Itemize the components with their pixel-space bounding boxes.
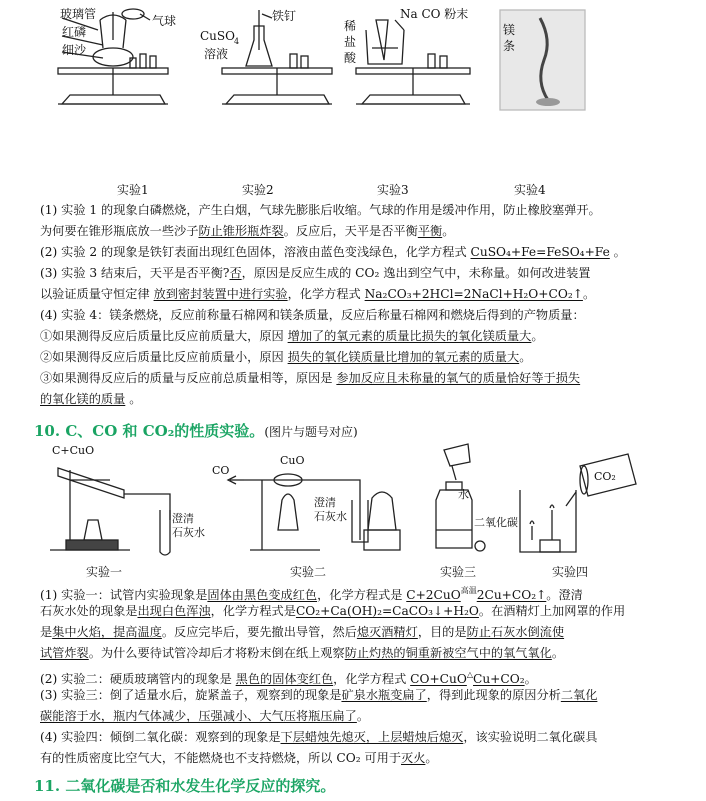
label-dilute: 稀: [344, 19, 357, 33]
section-11-heading: 11. 二氧化碳是否和水发生化学反应的探究。: [34, 777, 336, 795]
caption-experiment-four: 实验四: [552, 565, 589, 579]
label-cuo: CuO: [280, 454, 305, 467]
label-glass-tube: 玻璃管: [60, 7, 97, 21]
caption-experiment-1: 实验1: [117, 183, 149, 197]
q1-line2: 为何要在锥形瓶底放一些沙子防止锥形瓶炸裂。反应后，天平是否平衡平衡。: [40, 224, 455, 238]
q3-line1: (3) 实验 3 结束后，天平是否平衡?否，原因是反应生成的 CO₂ 逸出到空气中，未称量。如何改进装置: [40, 266, 591, 280]
e1-line4: 试管炸裂。为什么要待试管冷却后才将粉末倒在纸上观察防止灼热的铜重新被空气中的氧气氧化。: [40, 646, 565, 660]
label-co: CO: [212, 464, 230, 477]
label-cuso4: CuSO: [200, 29, 235, 43]
balance-2-illustration: [222, 10, 332, 104]
e1-line2: 石灰水处的现象是出现白色浑浊，化学方程式是CO₂+Ca(OH)₂=CaCO₃↓+H₂O。在酒精灯上加网罩的作用: [40, 604, 626, 618]
label-solution: 溶液: [204, 47, 229, 61]
section-10-heading: 10. C、CO 和 CO₂的性质实验。(图片与题号对应): [34, 422, 358, 440]
caption-experiment-two: 实验二: [290, 565, 327, 579]
e3-line1: (3) 实验三：倒了适量水后，旋紧盖子，观察到的现象是矿泉水瓶变扁了，得到此现象的原因分析二氧化: [40, 688, 598, 702]
experiments-1-4-figure: [0, 0, 706, 175]
answer-sand: 防止锥形瓶炸裂: [198, 224, 284, 238]
e1-line1: (1) 实验一：试管内实验现象是固体由黑色变成红色，化学方程式是 C+2CuO$^{高温}$2Cu+CO₂↑。澄清: [40, 586, 583, 602]
label-cuso4-subscript: 4: [234, 37, 240, 46]
equation-2: CuSO₄+Fe=FeSO₄+Fe: [470, 245, 610, 259]
label-fine-sand: 细沙: [62, 43, 87, 57]
experiments-one-to-four-figure: [0, 440, 706, 560]
caption-experiment-one: 实验一: [86, 565, 123, 579]
q3-line2: 以验证质量守恒定律 放到密封装置中进行实验，化学方程式 Na₂CO₃+2HCl=2NaCl+H₂O+CO₂↑。: [40, 287, 596, 301]
label-na2co3-powder: Na CO 粉末: [400, 7, 469, 21]
equation-3: Na₂CO₃+2HCl=2NaCl+H₂O+CO₂↑: [364, 287, 583, 301]
label-magnesium: 镁: [503, 23, 516, 37]
experiment-one-illustration: [50, 468, 170, 555]
q4-sub2: ②如果测得反应后质量比反应前质量小，原因 损失的氧化镁质量比增加的氧元素的质量大。: [40, 350, 532, 364]
label-limewater-a1: 澄清: [172, 512, 194, 525]
q4-line1: (4) 实验 4：镁条燃烧，反应前称量石棉网和镁条质量，反应后称量石棉网和燃烧后得到的产物质量：: [40, 308, 585, 322]
label-acid: 酸: [344, 51, 357, 65]
caption-experiment-3: 实验3: [377, 183, 409, 197]
answer-balance: 平衡: [417, 224, 443, 238]
label-salt: 盐: [344, 35, 357, 49]
e1-line3: 是集中火焰，提高温度。反应完毕后，要先撤出导管，然后熄灭酒精灯，目的是防止石灰水倒流使: [40, 625, 565, 639]
label-limewater-b2: 石灰水: [314, 510, 347, 523]
e3-line2: 碳能溶于水，瓶内气体减少，压强减小、大气压将瓶压扁了。: [40, 709, 370, 723]
q1-line1: (1) 实验 1 的现象白磷燃烧，产生白烟，气球先膨胀后收缩。气球的作用是缓冲作用，防止橡胶塞弹开。: [40, 203, 601, 217]
label-limewater-a2: 石灰水: [172, 526, 205, 539]
label-water: 水: [458, 488, 469, 501]
balance-3-illustration: [356, 20, 470, 104]
label-red-phosphorus: 红磷: [62, 25, 87, 39]
label-strip: 条: [503, 39, 516, 53]
label-c-cuo: C+CuO: [52, 444, 95, 457]
q4-sub1: ①如果测得反应后质量比反应前质量大，原因 增加了的氧元素的质量比损失的氧化镁质量大。: [40, 329, 544, 343]
label-co2-bottle: 二氧化碳: [474, 516, 518, 529]
answer-sealed-device: 放到密封装置中进行实验: [153, 287, 288, 301]
e4-line2: 有的性质密度比空气大，不能燃烧也不支持燃烧，所以 CO₂ 可用于灭火。: [40, 751, 438, 765]
label-balloon: 气球: [152, 14, 177, 28]
label-co2-pour: CO₂: [594, 470, 616, 483]
q4-sub3-cont: 的氧化镁的质量 。: [40, 392, 142, 406]
caption-experiment-three: 实验三: [440, 565, 477, 579]
caption-experiment-2: 实验2: [242, 183, 274, 197]
e4-line1: (4) 实验四：倾倒二氧化碳：观察到的现象是下层蜡烛先熄灭，上层蜡烛后熄灭，该实验说明二氧化碳具: [40, 730, 598, 744]
q4-sub3: ③如果测得反应后的质量与反应前总质量相等，原因是 参加反应且未称量的氧气的质量恰好等于损失: [40, 371, 581, 385]
section-10-note: (图片与题号对应): [264, 425, 358, 439]
caption-experiment-4: 实验4: [514, 183, 546, 197]
answer-not-balanced: 否: [229, 266, 242, 280]
e2-line: (2) 实验二：硬质玻璃管内的现象是 黑色的固体变红色，化学方程式 CO+CuO△Cu+CO₂。: [40, 670, 537, 686]
experiment-four-illustration: [520, 454, 636, 552]
label-limewater-b1: 澄清: [314, 496, 336, 509]
label-iron-nail: 铁钉: [272, 9, 297, 23]
q2-line: (2) 实验 2 的现象是铁钉表面出现红色固体，溶液由蓝色变浅绿色，化学方程式 CuSO₄+Fe=FeSO₄+Fe 。: [40, 245, 626, 259]
